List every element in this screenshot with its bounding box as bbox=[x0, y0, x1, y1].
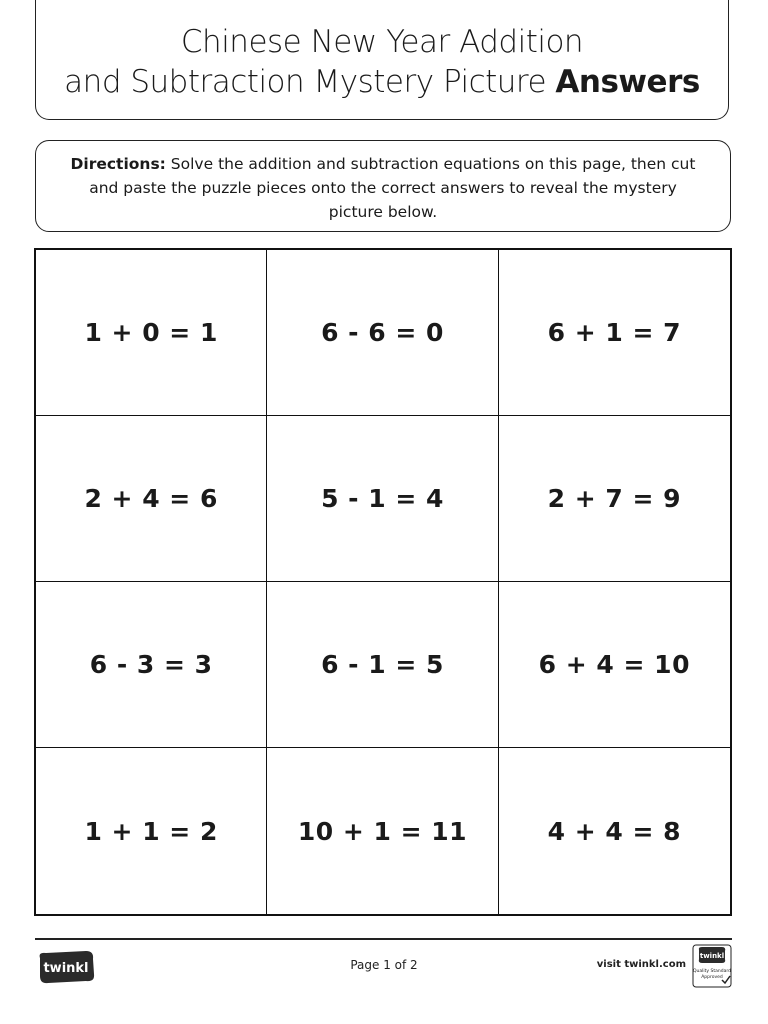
equation-cell: 6 - 3 = 3 bbox=[36, 582, 267, 748]
directions-label: Directions: bbox=[70, 155, 166, 173]
title-line-2 bbox=[36, 62, 728, 102]
equation-cell: 6 + 1 = 7 bbox=[499, 250, 730, 416]
footer-divider bbox=[35, 938, 732, 940]
badge-brand: twinkl bbox=[699, 952, 725, 960]
logo-text: twinkl bbox=[43, 961, 89, 976]
equation-cell: 1 + 1 = 2 bbox=[36, 748, 267, 914]
title-line-1: Chinese New Year Addition bbox=[180, 24, 584, 60]
equation-cell: 2 + 4 = 6 bbox=[36, 416, 267, 582]
answer-grid bbox=[34, 248, 732, 916]
equation-cell: 6 - 1 = 5 bbox=[267, 582, 498, 748]
title-answers-word: Answers bbox=[555, 64, 700, 100]
equation-cell: 1 + 0 = 1 bbox=[36, 250, 267, 416]
title-line-2-prefix: and Subtraction Mystery Picture bbox=[64, 64, 556, 100]
equation-cell: 4 + 4 = 8 bbox=[547, 816, 682, 846]
directions-text: Solve the addition and subtraction equations on this page, then cut and paste the puzzle pieces onto the correct answers to reveal the mystery picture below. bbox=[89, 155, 696, 221]
equation-cell: 10 + 1 = 11 bbox=[267, 748, 498, 914]
equation-cell: 5 - 1 = 4 bbox=[267, 416, 498, 582]
badge-line-1: Quality Standard bbox=[693, 969, 731, 974]
title-box bbox=[35, 0, 729, 120]
page-number: Page 1 of 2 bbox=[350, 958, 418, 972]
quality-badge-icon bbox=[692, 944, 732, 988]
equation-cell: 6 - 6 = 0 bbox=[267, 250, 498, 416]
badge-line-2: Approved bbox=[701, 975, 723, 980]
equation-cell: 6 + 4 = 10 bbox=[499, 582, 730, 748]
directions-box bbox=[35, 140, 731, 232]
equation-cell: 2 + 7 = 9 bbox=[499, 416, 730, 582]
visit-link[interactable]: visit twinkl.com bbox=[596, 959, 686, 970]
